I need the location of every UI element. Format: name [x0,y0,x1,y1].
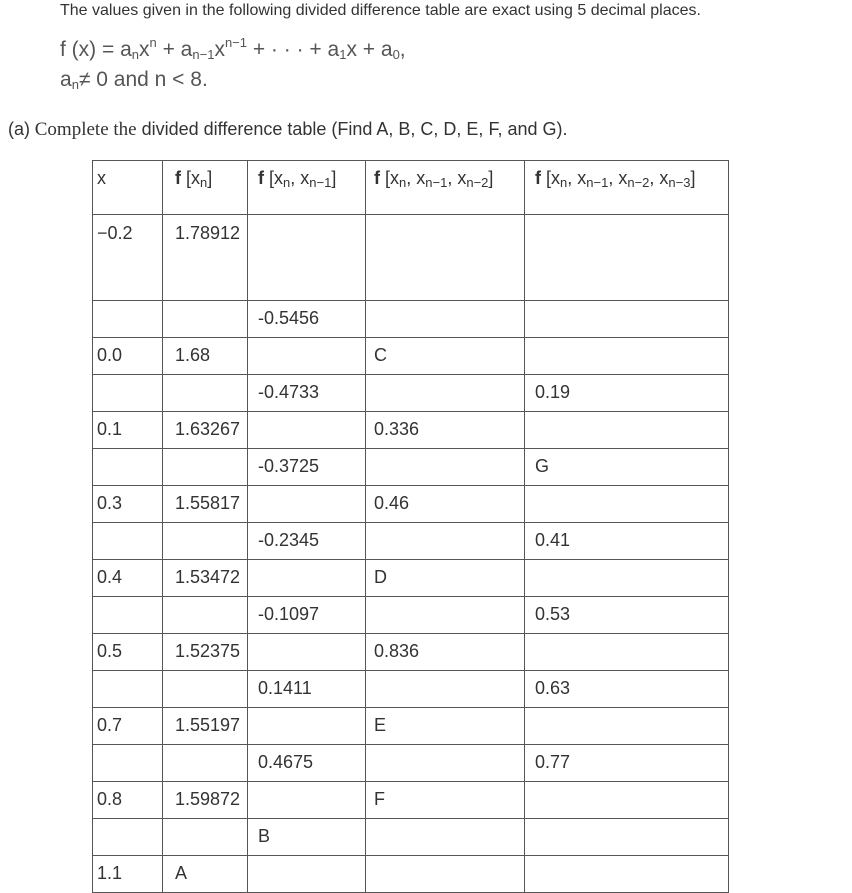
table-cell-x-value [93,523,163,560]
header-third-difference: f [$x_n$, $x_{n-1}$, $x_{n-2}$, $x_{n-3}$] [525,161,729,215]
header-f-xn: f $[x_n]$ [163,161,248,215]
table-cell-x-value [93,745,163,782]
table-cell-third-difference [525,486,729,523]
table-row [93,634,729,671]
table-row [93,523,729,560]
table-cell-first-difference: 0.1411 [248,671,366,708]
table-row [93,375,729,412]
table-row [93,708,729,745]
table-cell-first-difference [248,412,366,449]
table-row [93,782,729,819]
table-cell-third-difference [525,301,729,338]
table-cell-f-value: 1.55197 [163,708,248,745]
table-cell-x-value: 0.3 [93,486,163,523]
table-cell-second-difference [366,375,525,412]
table-cell-first-difference: -0.3725 [248,449,366,486]
divided-difference-table [92,160,729,893]
table-cell-f-value: 1.78912 [163,215,248,301]
table-cell-f-value [163,671,248,708]
table-cell-third-difference [525,782,729,819]
table-cell-f-value [163,819,248,856]
table-cell-third-difference [525,338,729,375]
table-cell-f-value [163,523,248,560]
table-cell-first-difference [248,486,366,523]
table-cell-f-value [163,449,248,486]
table-cell-f-value: A [163,856,248,893]
table-cell-second-difference [366,523,525,560]
table-header-row [93,161,729,215]
table-cell-first-difference [248,634,366,671]
table-cell-second-difference: 0.836 [366,634,525,671]
table-cell-third-difference [525,708,729,745]
table-cell-third-difference [525,819,729,856]
table-cell-third-difference [525,412,729,449]
table-cell-first-difference: -0.2345 [248,523,366,560]
table-cell-f-value: 1.55817 [163,486,248,523]
condition-text: $a_n\ne 0$ and n < 8. [60,68,208,92]
table-row [93,412,729,449]
table-cell-f-value [163,375,248,412]
table-cell-third-difference: 0.77 [525,745,729,782]
header-second-difference: f [$x_n$, $x_{n-1}$, $x_{n-2}$] [366,161,525,215]
table-cell-x-value: 0.8 [93,782,163,819]
table-cell-third-difference: 0.63 [525,671,729,708]
table-cell-first-difference: -0.4733 [248,375,366,412]
table-cell-second-difference [366,301,525,338]
table-cell-first-difference [248,856,366,893]
table-cell-first-difference: 0.4675 [248,745,366,782]
polynomial-formula: f $(x) = a_nx^n + a_{n-1}x^{n-1}$ + · · · + $a_1x + a_0$, [60,35,406,62]
table-cell-first-difference: -0.1097 [248,597,366,634]
task-instruction: (a) Complete the divided difference table (Find A, B, C, D, E, F, and G). [8,119,568,140]
table-cell-second-difference [366,671,525,708]
table-cell-second-difference [366,856,525,893]
table-cell-second-difference [366,819,525,856]
table-row [93,671,729,708]
table-cell-x-value: 0.4 [93,560,163,597]
table-cell-first-difference [248,560,366,597]
table-cell-f-value: 1.59872 [163,782,248,819]
table-cell-second-difference: F [366,782,525,819]
intro-text: The values given in the following divided difference table are exact using 5 decimal places. [60,2,701,19]
table-row [93,745,729,782]
table-cell-first-difference [248,782,366,819]
table-cell-x-value: 0.0 [93,338,163,375]
table-cell-third-difference: 0.53 [525,597,729,634]
table-body [93,215,729,893]
table-cell-first-difference [248,338,366,375]
table-cell-x-value [93,671,163,708]
table-row [93,449,729,486]
table-cell-f-value [163,597,248,634]
table-cell-x-value: 0.1 [93,412,163,449]
table-cell-x-value: 1.1 [93,856,163,893]
table-cell-second-difference [366,597,525,634]
table-cell-third-difference [525,634,729,671]
table-cell-second-difference: D [366,560,525,597]
table-cell-f-value: 1.53472 [163,560,248,597]
table-row [93,560,729,597]
table-cell-first-difference: B [248,819,366,856]
table-cell-x-value: 0.7 [93,708,163,745]
table-cell-x-value [93,301,163,338]
table-cell-x-value: 0.5 [93,634,163,671]
table-cell-f-value: 1.63267 [163,412,248,449]
table-cell-third-difference: 0.19 [525,375,729,412]
table-row [93,215,729,301]
table-cell-third-difference: G [525,449,729,486]
table-cell-second-difference [366,745,525,782]
table-cell-f-value: 1.68 [163,338,248,375]
table-row [93,856,729,893]
table-cell-second-difference [366,215,525,301]
table-cell-first-difference: -0.5456 [248,301,366,338]
header-x: x [93,161,163,215]
header-first-difference: f [$x_n$, $x_{n-1}$] [248,161,366,215]
table-cell-third-difference [525,856,729,893]
table-cell-x-value [93,449,163,486]
table-cell-x-value [93,819,163,856]
table-cell-x-value: −0.2 [93,215,163,301]
table-cell-second-difference: C [366,338,525,375]
table-cell-x-value [93,597,163,634]
table-cell-third-difference [525,560,729,597]
table-row [93,338,729,375]
table-cell-second-difference: 0.46 [366,486,525,523]
table-row [93,486,729,523]
table-cell-third-difference [525,215,729,301]
table-cell-second-difference [366,449,525,486]
table-cell-second-difference: 0.336 [366,412,525,449]
table-cell-second-difference: E [366,708,525,745]
table-cell-first-difference [248,215,366,301]
table-cell-f-value [163,301,248,338]
table-row [93,301,729,338]
table-row [93,819,729,856]
table-cell-third-difference: 0.41 [525,523,729,560]
table-cell-x-value [93,375,163,412]
table-cell-first-difference [248,708,366,745]
table-cell-f-value: 1.52375 [163,634,248,671]
table-cell-f-value [163,745,248,782]
table-row [93,597,729,634]
